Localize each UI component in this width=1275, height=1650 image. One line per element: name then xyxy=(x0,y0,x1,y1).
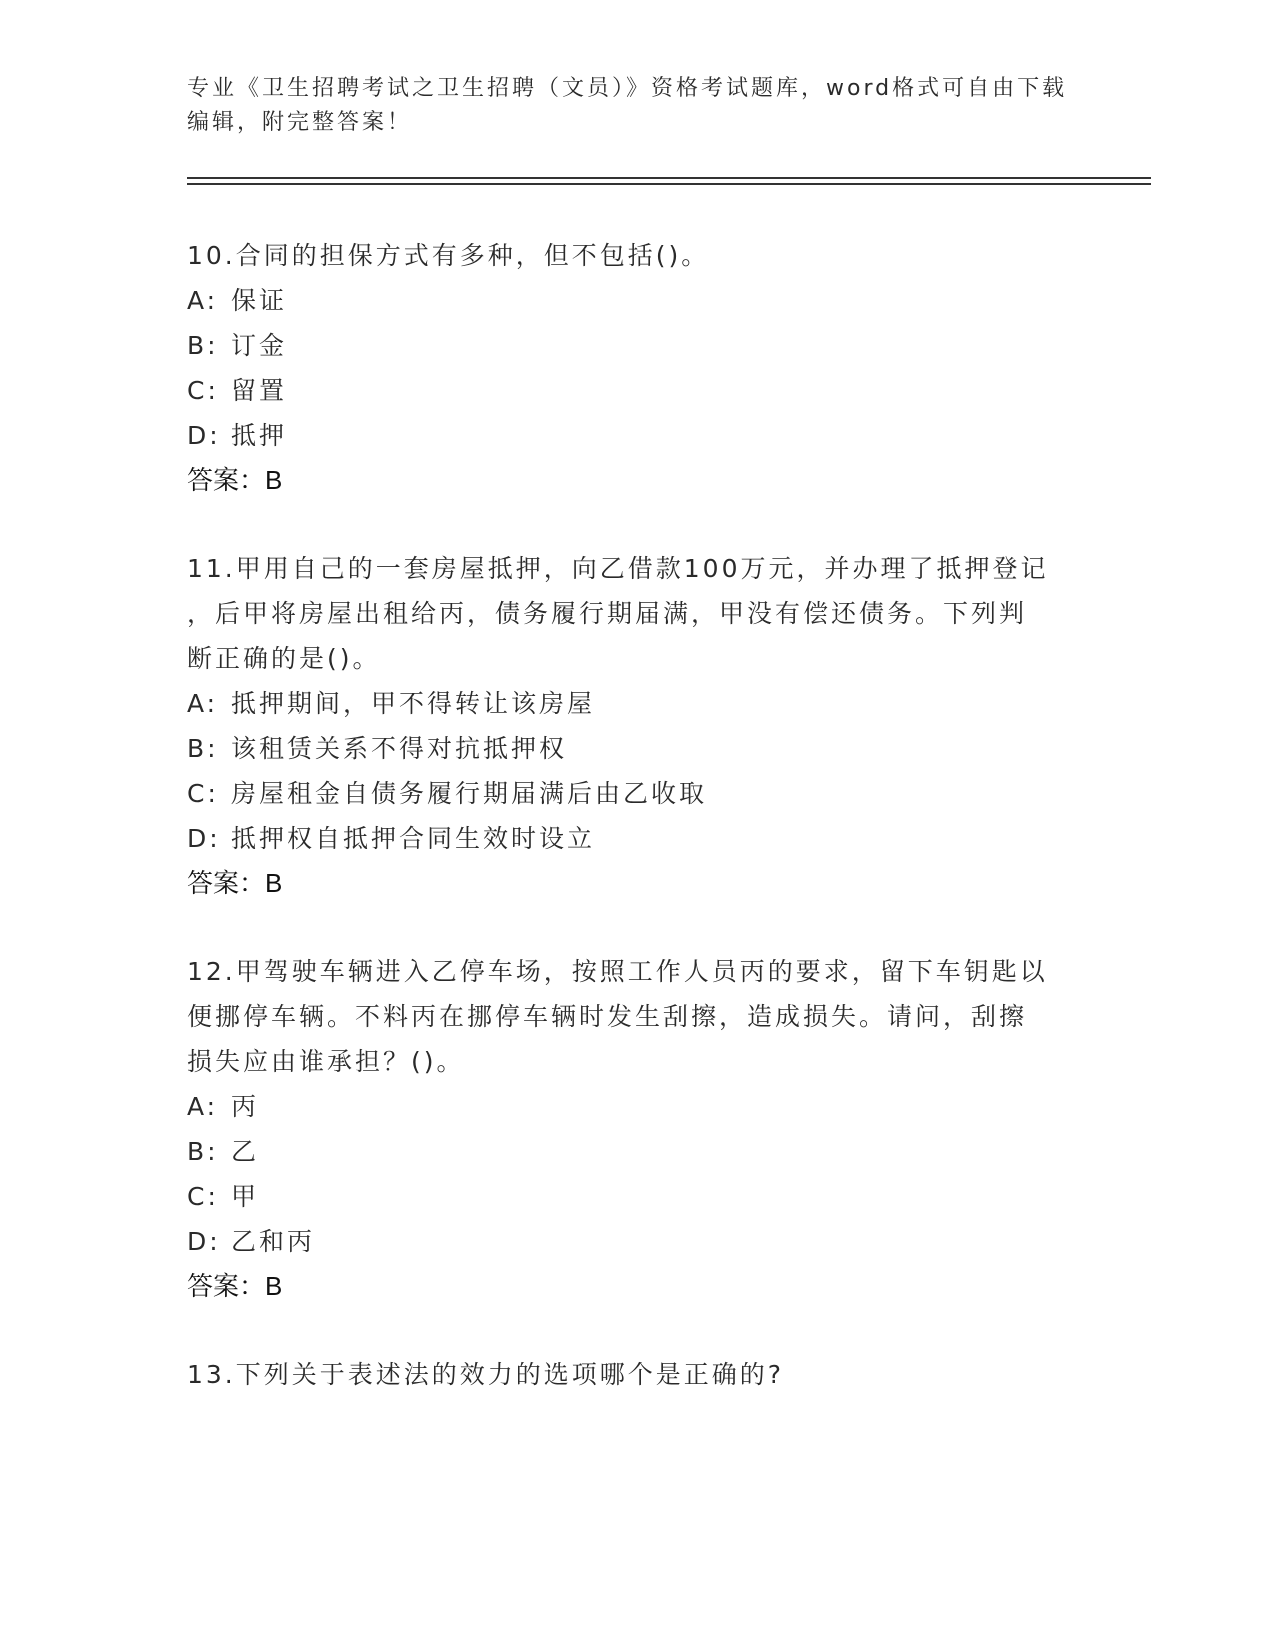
header-line-1: 专业《卫生招聘考试之卫生招聘（文员）》资格考试题库，word格式可自由下载 xyxy=(187,76,1068,101)
document-header xyxy=(187,72,1087,140)
option-letter: D: xyxy=(187,421,221,450)
answer-option xyxy=(187,816,1087,861)
option-letter: D: xyxy=(187,1227,221,1256)
question-block xyxy=(187,949,1087,1309)
option-text: 抵押 xyxy=(231,421,288,450)
option-text: 订金 xyxy=(231,331,288,360)
answer-option xyxy=(187,1129,1087,1174)
answer-option xyxy=(187,771,1087,816)
option-letter: A: xyxy=(187,286,219,315)
question-block xyxy=(187,1352,1087,1397)
answer-option xyxy=(187,726,1087,771)
option-text: 抵押权自抵押合同生效时设立 xyxy=(231,824,596,853)
option-text: 房屋租金自债务履行期届满后由乙收取 xyxy=(231,779,708,808)
answer-option xyxy=(187,681,1087,726)
option-letter: B: xyxy=(187,1137,219,1166)
answer-option xyxy=(187,323,1087,368)
answer-option xyxy=(187,1084,1087,1129)
option-text: 抵押期间，甲不得转让该房屋 xyxy=(231,689,596,718)
option-text: 留置 xyxy=(231,376,288,405)
question-block xyxy=(187,233,1087,503)
question-list xyxy=(187,233,1087,1440)
question-text: 10.合同的担保方式有多种，但不包括()。 xyxy=(187,241,710,270)
option-text: 乙 xyxy=(231,1137,260,1166)
option-letter: D: xyxy=(187,824,221,853)
header-line-2: 编辑，附完整答案！ xyxy=(187,110,413,135)
answer-key: 答案：B xyxy=(187,1271,283,1301)
header-divider-bottom xyxy=(187,183,1151,185)
option-text: 保证 xyxy=(231,286,288,315)
option-text: 该租赁关系不得对抗抵押权 xyxy=(231,734,568,763)
answer-key: 答案：B xyxy=(187,868,283,898)
option-text: 甲 xyxy=(231,1182,260,1211)
option-text: 丙 xyxy=(231,1092,260,1121)
question-text: ，后甲将房屋出租给丙，债务履行期届满，甲没有偿还债务。下列判 xyxy=(187,599,1028,628)
option-text: 乙和丙 xyxy=(231,1227,316,1256)
answer-option xyxy=(187,1174,1087,1219)
option-letter: A: xyxy=(187,1092,219,1121)
answer-option xyxy=(187,413,1087,458)
question-text: 12.甲驾驶车辆进入乙停车场，按照工作人员丙的要求，留下车钥匙以 xyxy=(187,957,1048,986)
header-divider-top xyxy=(187,177,1151,179)
question-text: 损失应由谁承担？()。 xyxy=(187,1047,465,1076)
option-letter: B: xyxy=(187,734,219,763)
answer-option xyxy=(187,278,1087,323)
option-letter: C: xyxy=(187,376,219,405)
question-text: 断正确的是()。 xyxy=(187,644,381,673)
question-text: 11.甲用自己的一套房屋抵押，向乙借款100万元，并办理了抵押登记 xyxy=(187,554,1049,583)
option-letter: C: xyxy=(187,779,219,808)
answer-option xyxy=(187,1219,1087,1264)
question-text: 13.下列关于表述法的效力的选项哪个是正确的? xyxy=(187,1360,785,1389)
answer-option xyxy=(187,368,1087,413)
answer-key: 答案：B xyxy=(187,465,283,495)
question-block xyxy=(187,546,1087,906)
question-text: 便挪停车辆。不料丙在挪停车辆时发生刮擦，造成损失。请问，刮擦 xyxy=(187,1002,1028,1031)
option-letter: A: xyxy=(187,689,219,718)
option-letter: B: xyxy=(187,331,219,360)
option-letter: C: xyxy=(187,1182,219,1211)
